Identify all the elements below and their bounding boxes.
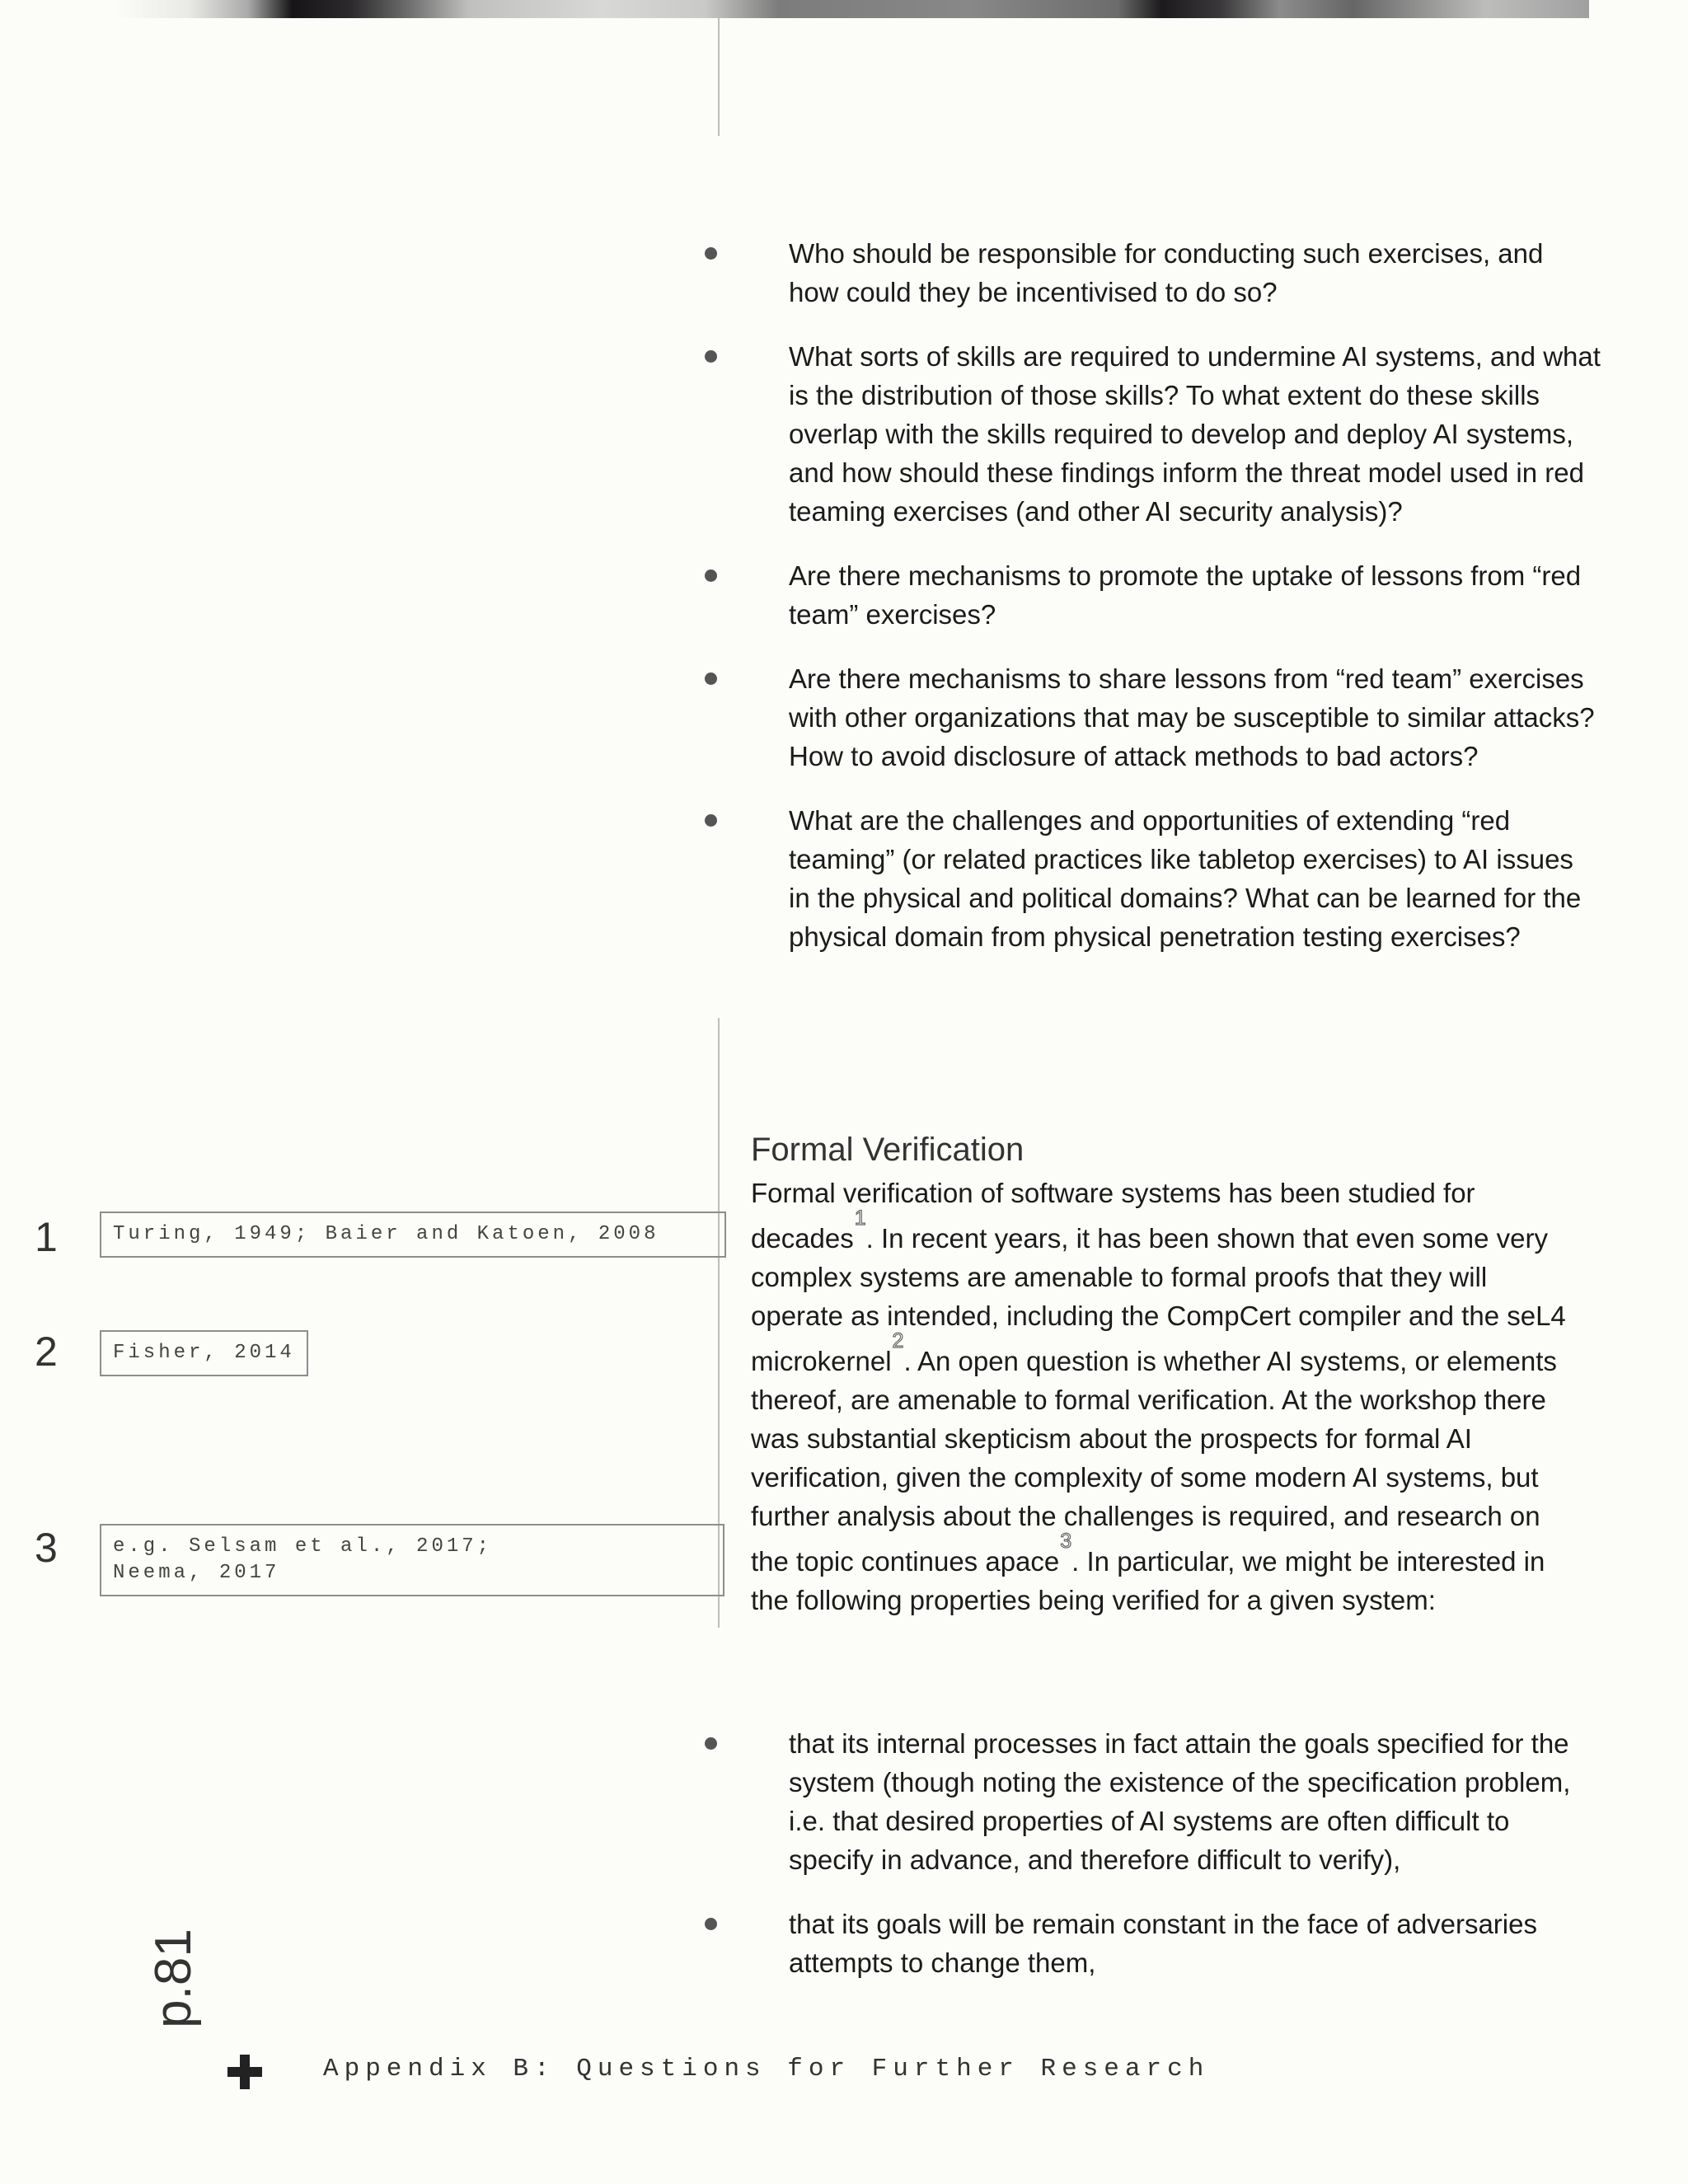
paragraph-text-2: . In recent years, it has been shown that even some very complex systems are amenable to formal proofs that they will operate as intended, including the CompCert compiler and the seL4 microkernel: [751, 1223, 1566, 1376]
plus-icon: [227, 2055, 262, 2089]
page-number-text: p.81: [144, 1928, 202, 2028]
footnote-number-1: 1: [35, 1214, 58, 1260]
list-item-text: Who should be responsible for conducting such exercises, and how could they be incentivised to do so?: [789, 238, 1544, 307]
list-item-text: that its internal processes in fact attain the goals specified for the system (though noting the existence of the specification problem, i.e. that desired properties of AI systems are often difficult to specify in advance, and therefore difficult to verify),: [789, 1728, 1571, 1875]
footnote-box-1: Turing, 1949; Baier and Katoen, 2008: [100, 1212, 726, 1258]
paragraph-text-1: Formal verification of software systems has been studied for decades: [751, 1178, 1475, 1254]
bullet-icon: [705, 569, 717, 582]
list-item-text: Are there mechanisms to share lessons from “red team” exercises with other organizations that may be susceptible to similar attacks? How to avoid disclosure of attack methods to bad actors?: [789, 663, 1595, 771]
list-item: [702, 234, 1601, 312]
list-item: [702, 337, 1601, 531]
list-item: [702, 1905, 1601, 1982]
page-number: [124, 1929, 223, 2027]
footer-section-label: Appendix B: Questions for Further Research: [323, 2055, 1210, 2083]
list-item: [702, 659, 1601, 776]
bullet-icon: [705, 673, 717, 685]
footnote-box-3: e.g. Selsam et al., 2017; Neema, 2017: [100, 1524, 724, 1596]
paragraph-text-3: . An open question is whether AI systems, or elements thereof, are amenable to formal verification. At the workshop there was substantial skepticism about the prospects for formal AI verification, given the complexity of some modern AI systems, but further analysis about the challenges is required, and research on the topic continues apace: [751, 1346, 1557, 1577]
list-item-text: that its goals will be remain constant in the face of adversaries attempts to change them,: [789, 1909, 1537, 1978]
divider-line-top: [718, 18, 720, 136]
paragraph-text-4: . In particular, we might be interested in the following properties being verified for a given system:: [751, 1546, 1545, 1615]
bullet-icon: [705, 247, 717, 260]
list-item-text: What are the challenges and opportunities of extending “red teaming” (or related practices like tabletop exercises) to AI issues in the physical and political domains? What can be learned for the physical domain from physical penetration testing exercises?: [789, 805, 1582, 952]
footnote-number-3: 3: [35, 1525, 58, 1571]
section-title: Formal Verification: [751, 1132, 1025, 1169]
footnote-ref-2[interactable]: 2: [892, 1329, 904, 1352]
footnote-number-2: 2: [35, 1329, 58, 1375]
bullet-icon: [705, 1737, 717, 1750]
header-gradient-bar: [115, 0, 1589, 18]
footnote-ref-3[interactable]: 3: [1060, 1530, 1072, 1553]
property-list: [702, 1724, 1601, 2008]
list-item: [702, 801, 1601, 956]
bullet-icon: [705, 814, 717, 827]
body-paragraph: [751, 1174, 1575, 1619]
list-item-text: Are there mechanisms to promote the uptake of lessons from “red team” exercises?: [789, 560, 1582, 630]
list-item: [702, 1724, 1601, 1879]
list-item: [702, 556, 1601, 634]
footnote-ref-1[interactable]: 1: [854, 1207, 866, 1230]
list-item-text: What sorts of skills are required to undermine AI systems, and what is the distribution of those skills? To what extent do these skills overlap with the skills required to develop and deploy AI systems, and how should these findings inform the threat model used in red teaming exercises (and other AI security analysis)?: [789, 341, 1601, 527]
question-list-top: [702, 234, 1601, 982]
bullet-icon: [705, 350, 717, 363]
bullet-icon: [705, 1918, 717, 1930]
footnote-box-2: Fisher, 2014: [100, 1330, 308, 1376]
